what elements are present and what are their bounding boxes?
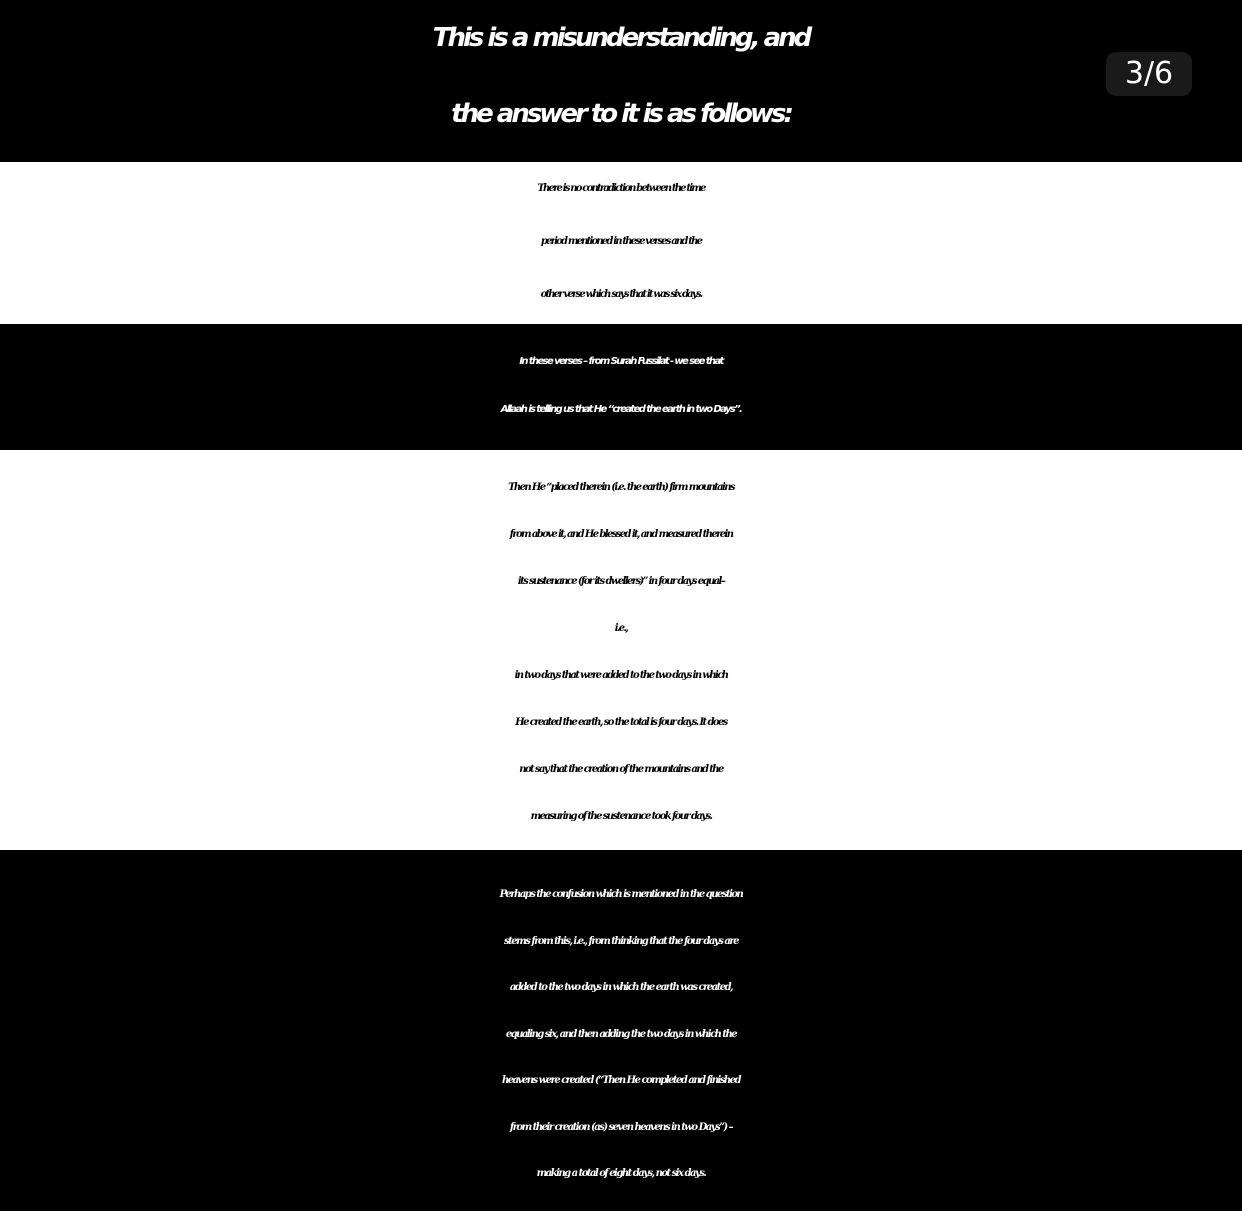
surah-band — [0, 324, 1242, 450]
text-line: making a total of eight days, not six days. — [536, 1168, 706, 1179]
title-line: This is a misunderstanding, and — [432, 23, 810, 53]
text-line: i.e., — [614, 623, 628, 634]
statement-band — [0, 162, 1242, 324]
text-line: equaling six, and then adding the two days in which the — [505, 1028, 737, 1040]
text-line: its sustenance (for its dwellers)” in four days equal– — [517, 576, 725, 587]
text-line: from above it, and He blessed it, and measured therein — [509, 529, 733, 540]
text-line: added to the two days in which the earth was created, — [509, 982, 733, 993]
text-line: from their creation (as) seven heavens in two Days”) – — [509, 1121, 733, 1133]
text-line: measuring of the sustenance took four days. — [530, 811, 712, 822]
text-line: There is no contradiction between the time — [537, 183, 705, 194]
text-line: Perhaps the confusion which is mentioned in the question — [499, 889, 743, 900]
text-line: heavens were created (“Then He completed and finished — [501, 1075, 741, 1086]
page-indicator: 3/6 — [1106, 52, 1192, 96]
text-line: stems from this, i.e., from thinking that the four days are — [504, 935, 738, 947]
text-line: in two days that were added to the two days in which — [514, 670, 728, 681]
text-line: Allaah is telling us that He “created the earth in two Days”. — [500, 404, 742, 415]
text-line: In these verses – from Surah Fussilat - we see that — [519, 356, 723, 367]
title-line: the answer to it is as follows: — [451, 99, 791, 129]
text-line: period mentioned in these verses and the — [540, 236, 702, 247]
text-line: He created the earth, so the total is four days. It does — [515, 717, 727, 728]
explanation-band — [0, 450, 1242, 850]
title-band — [0, 0, 1242, 162]
confusion-band — [0, 850, 1242, 1211]
text-line: not say that the creation of the mountains and the — [519, 764, 723, 775]
text-line: Then He “placed therein (i.e. the earth) firm mountains — [508, 482, 734, 493]
text-line: other verse which says that it was six days. — [540, 289, 702, 300]
